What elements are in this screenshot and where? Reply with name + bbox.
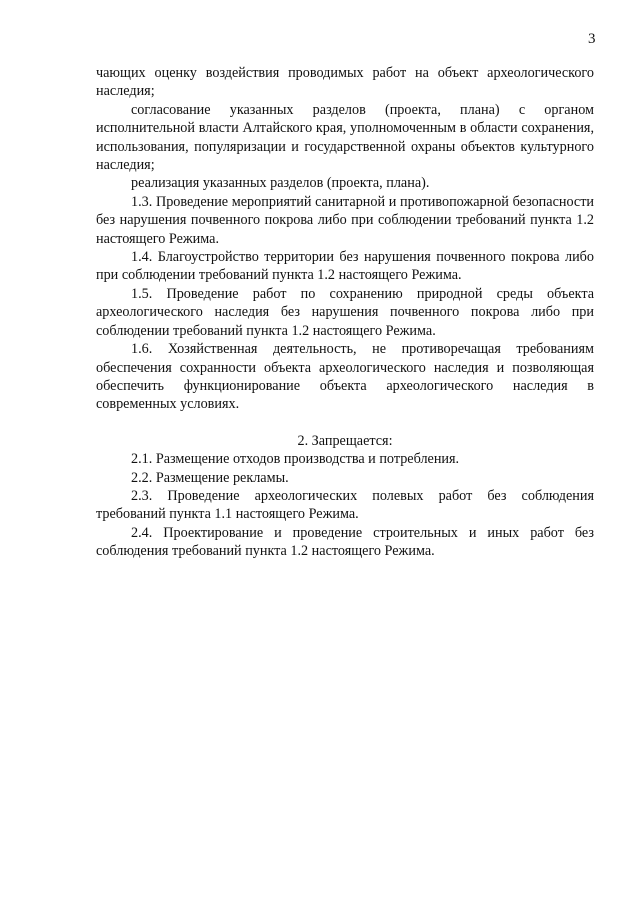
paragraph-item-1-3: 1.3. Проведение мероприятий санитарной и противопожарной безопасности без нарушения почвенного покрова либо при соблюдении требований пункта 1.2 настоящего Режима.: [96, 193, 594, 247]
paragraph-item-2-4: 2.4. Проектирование и проведение строительных и иных работ без соблюдения требований пункта 1.2 настоящего Режима.: [96, 524, 594, 560]
paragraph-item-2-2: 2.2. Размещение рекламы.: [131, 469, 289, 486]
document-body: [96, 64, 594, 561]
paragraph-implementation: реализация указанных разделов (проекта, плана).: [131, 175, 430, 192]
paragraph-item-2-3: 2.3. Проведение археологических полевых работ без соблюдения требований пункта 1.1 настоящего Режима.: [96, 487, 594, 523]
paragraph-item-1-5: 1.5. Проведение работ по сохранению природной среды объекта археологического наследия без нарушения почвенного покрова либо при соблюдении требований пункта 1.2 настоящего Режима.: [96, 285, 594, 339]
paragraph-item-1-4: 1.4. Благоустройство территории без нарушения почвенного покрова либо при соблюдении требований пункта 1.2 настоящего Режима.: [96, 249, 594, 284]
page-number: 3: [588, 31, 596, 47]
paragraph-item-2-1: 2.1. Размещение отходов производства и потребления.: [131, 451, 460, 468]
paragraph-continuation: чающих оценку воздействия проводимых работ на объект археологического наследия;: [96, 65, 594, 100]
paragraph-item-1-6: 1.6. Хозяйственная деятельность, не противоречащая требованиям обеспечения сохранности объекта археологического наследия и позволяющая обеспечить функционирование объекта археологического наследия в современных условиях.: [96, 341, 594, 413]
section-2-heading: 2. Запрещается:: [297, 432, 393, 449]
paragraph-approval: согласование указанных разделов (проекта, плана) с органом исполнительной власти Алтайского края, уполномоченным в области сохранения, использования, популяризации и государственной охраны объектов культурного наследия;: [96, 101, 594, 174]
